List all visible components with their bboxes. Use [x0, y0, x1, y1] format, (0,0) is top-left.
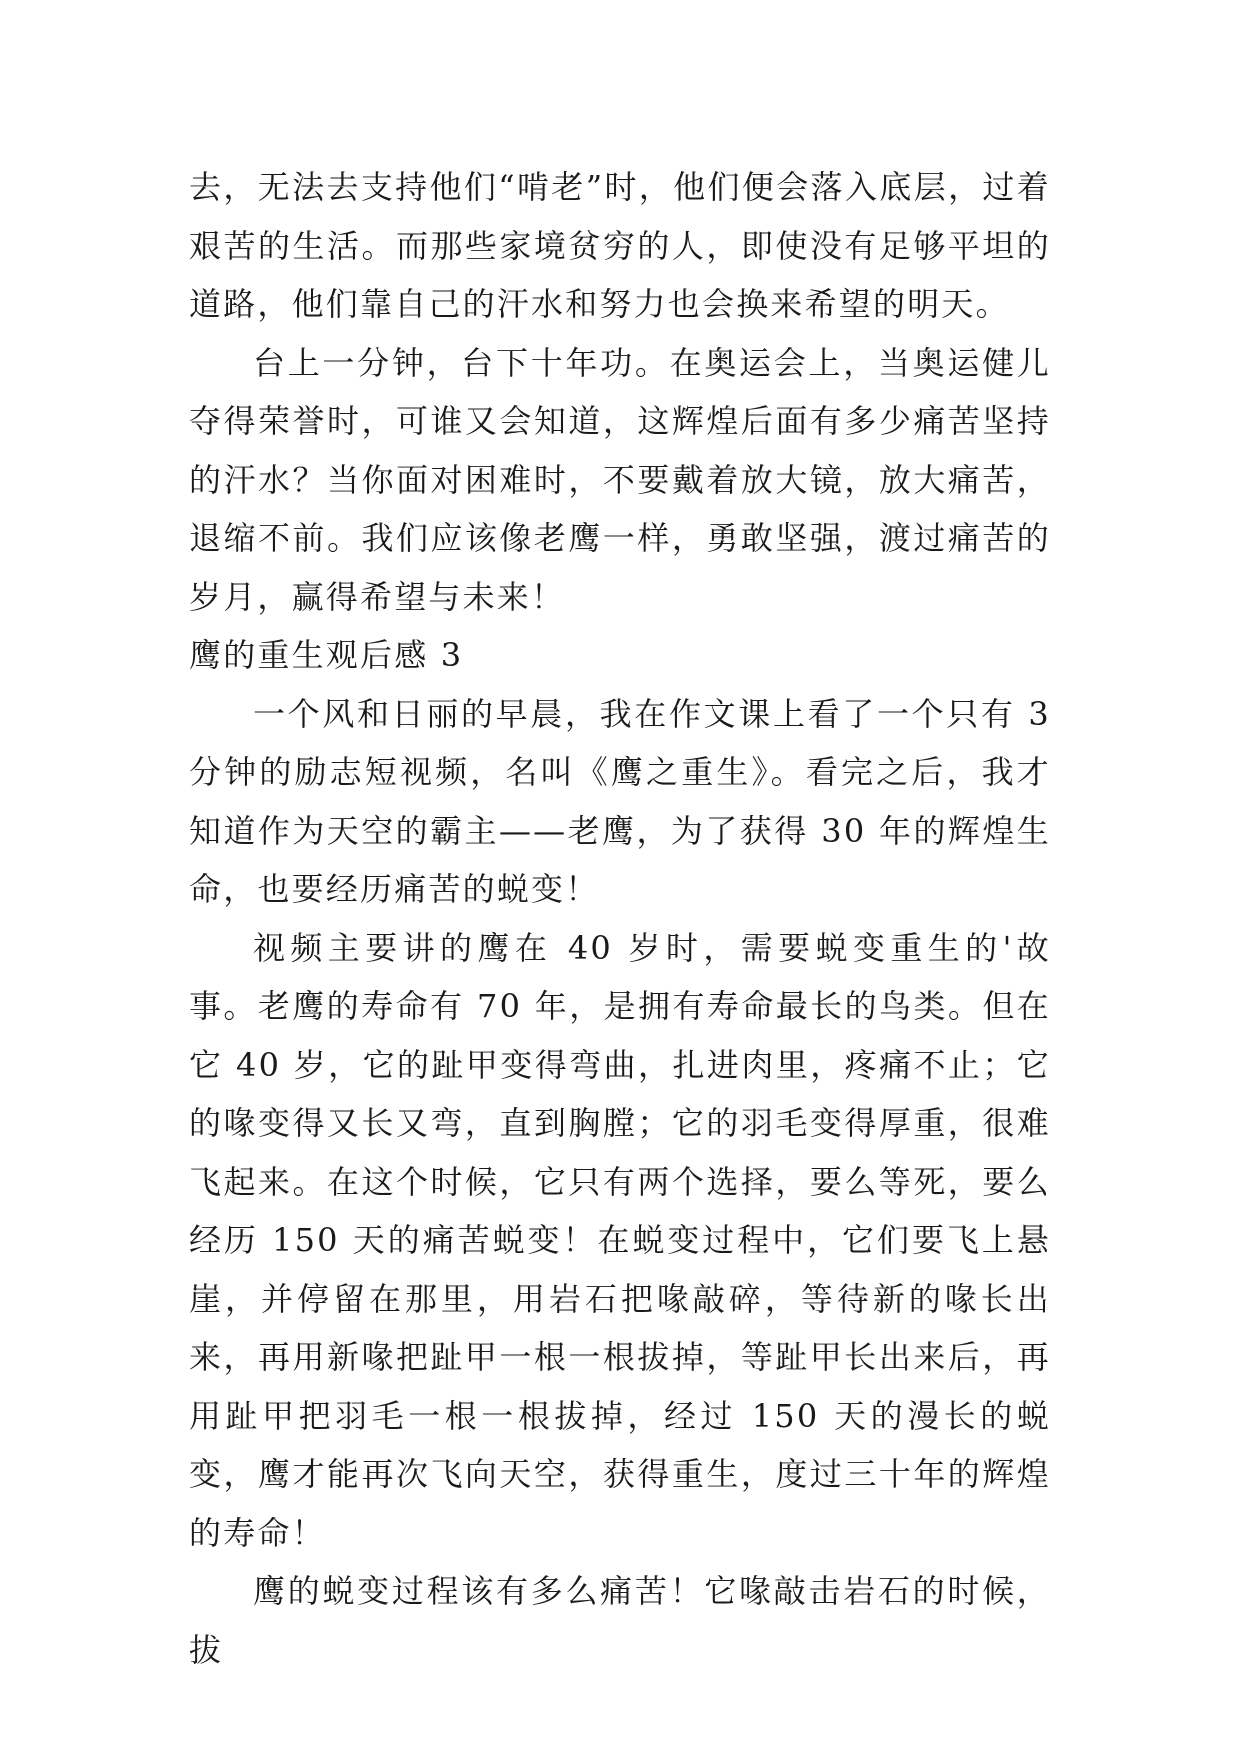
paragraph-2: 台上一分钟，台下十年功。在奥运会上，当奥运健儿夺得荣誉时，可谁又会知道，这辉煌后面有多少痛苦坚持的汗水？当你面对困难时，不要戴着放大镜，放大痛苦，退缩不前。我们应该像老鹰一样，勇敢坚强，渡过痛苦的岁月，赢得希望与未来！	[189, 343, 1051, 616]
paragraph-3: 一个风和日丽的早晨，我在作文课上看了一个只有 3 分钟的励志短视频，名叫《鹰之重生》。看完之后，我才知道作为天空的霸主——老鹰，为了获得 30 年的辉煌生命，也要经历痛苦的蜕变！	[189, 694, 1051, 908]
paragraph-5: 鹰的蜕变过程该有多么痛苦！它喙敲击岩石的时候，拔	[189, 1572, 1051, 1669]
document-body	[189, 158, 1051, 1679]
section-title: 鹰的重生观后感 3	[189, 636, 464, 674]
paragraph-1: 去，无法去支持他们“啃老”时，他们便会落入底层，过着艰苦的生活。而那些家境贫穷的人，即使没有足够平坦的道路，他们靠自己的汗水和努力也会换来希望的明天。	[189, 168, 1051, 323]
paragraph-4: 视频主要讲的鹰在 40 岁时，需要蜕变重生的'故事。老鹰的寿命有 70 年，是拥有寿命最长的鸟类。但在它 40 岁，它的趾甲变得弯曲，扎进肉里，疼痛不止；它的喙变得又长又弯，直到胸膛；它的羽毛变得厚重，很难飞起来。在这个时候，它只有两个选择，要么等死，要么经历 150 天的痛苦蜕变！在蜕变过程中，它们要飞上悬崖，并停留在那里，用岩石把喙敲碎，等待新的喙长出来，再用新喙把趾甲一根一根拔掉，等趾甲长出来后，再用趾甲把羽毛一根一根拔掉，经过 150 天的漫长的蜕变，鹰才能再次飞向天空，获得重生，度过三十年的辉煌的寿命！	[189, 928, 1051, 1552]
